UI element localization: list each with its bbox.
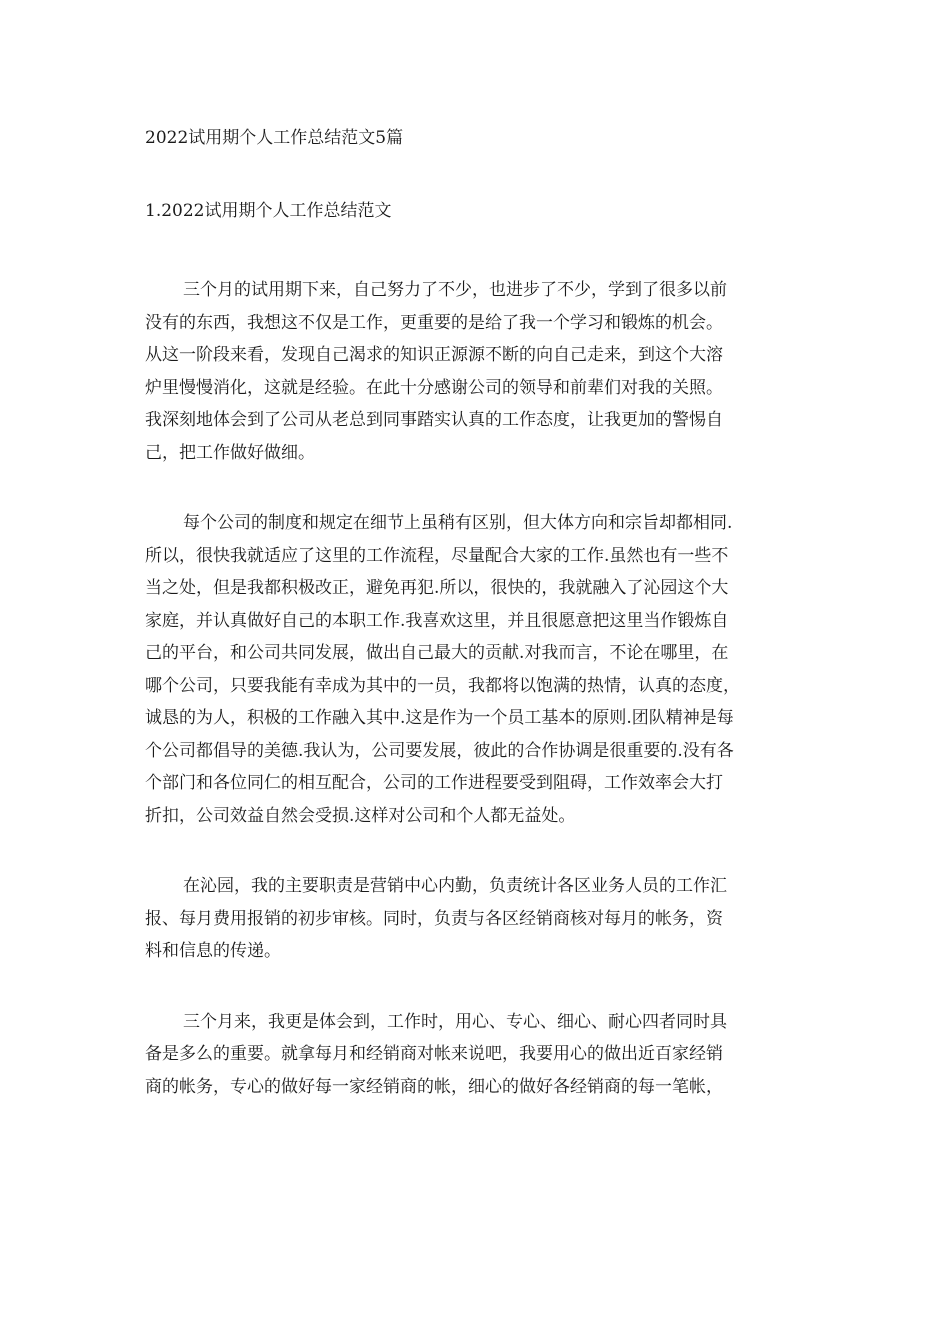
paragraph-3 xyxy=(145,870,825,968)
paragraph-4 xyxy=(145,1006,825,1104)
paragraph-line: 己的平台，和公司共同发展，做出自己最大的贡献.对我而言，不论在哪里，在 xyxy=(145,643,729,663)
paragraph-line: 炉里慢慢消化，这就是经验。在此十分感谢公司的领导和前辈们对我的关照。 xyxy=(145,377,723,398)
paragraph-line: 没有的东西，我想这不仅是工作，更重要的是给了我一个学习和锻炼的机会。 xyxy=(145,312,723,333)
paragraph-2 xyxy=(145,507,825,832)
document-title: 2022试用期个人工作总结范文5篇 xyxy=(145,128,404,148)
paragraph-line: 备是多么的重要。就拿每月和经销商对帐来说吧，我要用心的做出近百家经销 xyxy=(145,1044,723,1064)
paragraph-line: 三个月来，我更是体会到，工作时，用心、专心、细心、耐心四者同时具 xyxy=(183,1011,727,1032)
paragraph-line: 个部门和各位同仁的相互配合，公司的工作进程要受到阻碍，工作效率会大打 xyxy=(145,773,723,793)
paragraph-line: 己，把工作做好做细。 xyxy=(145,442,315,463)
paragraph-line: 我深刻地体会到了公司从老总到同事踏实认真的工作态度，让我更加的警惕自 xyxy=(145,410,723,430)
paragraph-line: 诚恳的为人，积极的工作融入其中.这是作为一个员工基本的原则.团队精神是每 xyxy=(145,708,734,728)
paragraph-line: 折扣，公司效益自然会受损.这样对公司和个人都无益处。 xyxy=(145,805,576,826)
paragraph-line: 三个月的试用期下来，自己努力了不少，也进步了不少，学到了很多以前 xyxy=(183,280,727,300)
document-page xyxy=(145,118,825,1103)
paragraph-line: 个公司都倡导的美德.我认为，公司要发展，彼此的合作协调是很重要的.没有各 xyxy=(145,740,734,761)
paragraph-line: 哪个公司，只要我能有幸成为其中的一员，我都将以饱满的热情，认真的态度， xyxy=(145,675,740,696)
paragraph-line: 所以，很快我就适应了这里的工作流程，尽量配合大家的工作.虽然也有一些不 xyxy=(145,545,729,566)
paragraph-line: 料和信息的传递。 xyxy=(145,941,281,961)
paragraph-line: 商的帐务，专心的做好每一家经销商的帐，细心的做好各经销商的每一笔帐， xyxy=(145,1076,723,1097)
paragraph-line: 家庭，并认真做好自己的本职工作.我喜欢这里，并且很愿意把这里当作锻炼自 xyxy=(145,610,729,631)
paragraph-line: 当之处，但是我都积极改正，避免再犯.所以，很快的，我就融入了沁园这个大 xyxy=(145,578,729,598)
paragraph-line: 在沁园，我的主要职责是营销中心内勤，负责统计各区业务人员的工作汇 xyxy=(183,876,727,896)
section-heading: 1.2022试用期个人工作总结范文 xyxy=(145,201,392,221)
paragraph-1 xyxy=(145,274,825,469)
paragraph-line: 每个公司的制度和规定在细节上虽稍有区别，但大体方向和宗旨却都相同. xyxy=(183,513,733,533)
paragraph-line: 从这一阶段来看，发现自己渴求的知识正源源不断的向自己走来，到这个大溶 xyxy=(145,345,723,365)
paragraph-line: 报、每月费用报销的初步审核。同时，负责与各区经销商核对每月的帐务，资 xyxy=(145,908,723,929)
